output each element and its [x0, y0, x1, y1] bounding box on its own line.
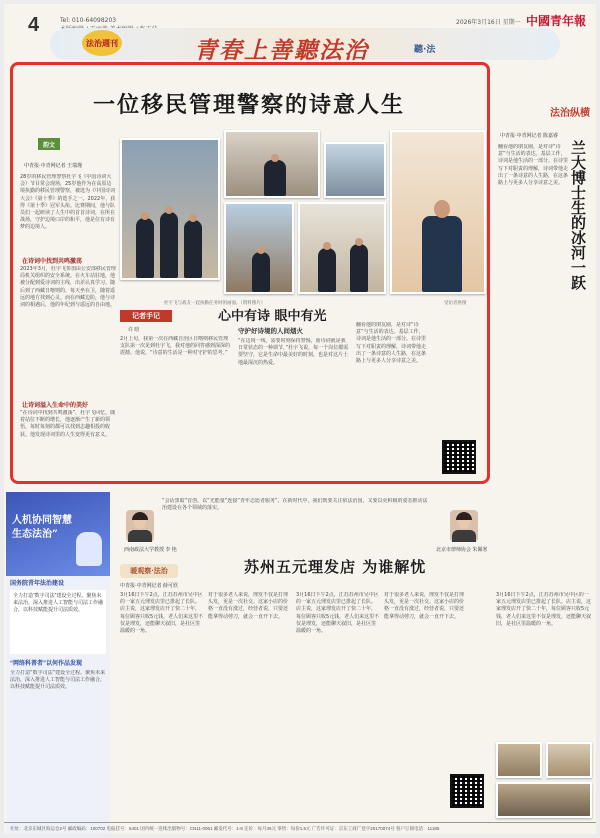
qa-left-name: 西南政法大学教授 李 艳	[124, 547, 177, 553]
portrait-left	[126, 510, 154, 542]
photo-patrol	[120, 138, 220, 280]
portrait-hair	[132, 512, 148, 520]
suzhou-col-5: 3月16日下午2点，江苏苏州市吴中区的一家五元理发店里已排起了长队。店主说，这家理发店开了快二十年，每位顾客只收5元钱，老人们来这里不仅是理发，还能聊天叙旧，是社区里温暖的一角。	[496, 592, 592, 627]
newspaper-logo: 中國青年報	[525, 14, 586, 28]
suzhou-col-2: 对于很多老人来说，理发不仅是打理头发，更是一次社交。这家小店的价格一直没有涨过，经营者说，只要还能拿得动剪刀，就会一直开下去。	[208, 592, 289, 620]
portrait-suit	[452, 530, 476, 542]
right-column-author: 中青报·中青网记者 陈嘉睿	[500, 133, 559, 139]
page-number: 4	[28, 14, 40, 36]
photo-barber	[496, 742, 542, 778]
officer-figure	[160, 212, 178, 278]
photo-border	[224, 202, 294, 294]
qr-code[interactable]	[442, 440, 476, 474]
column-tag: 聽·法	[414, 45, 436, 55]
officer-head	[323, 242, 331, 250]
suzhou-tag: 暖观察·法治	[120, 564, 178, 578]
officer-head	[189, 214, 197, 222]
feature-col-2: 2023年3月，杜宇飞参加由公安部移民管理局机关组织的安全系统。在火车站驻地，他被分配到爱诗词的主线，出差认真学习。随后到了西藏日喀则的，每天坐在卫，随着遥远的地方找到心灵。而在西藏边防，他与诗词的相遇后，他的年纪到与遥远的自由地。	[20, 266, 116, 309]
qa-text: “会话黑暗”首创，以“光能量”连接“青年志愿者服务”。在新时代中，我们既要关注依法治国，又要以更积极的姿态推动法治建设在各个领域的落实。	[162, 498, 428, 512]
officer-figure	[184, 220, 202, 278]
column-mark: 韵文	[38, 138, 60, 150]
ad-block	[6, 492, 110, 834]
officer-figure	[318, 248, 336, 292]
ad-label-2: “网络科普者”以何作品发现	[10, 661, 83, 667]
officer-figure	[136, 218, 154, 278]
photo-sign	[324, 142, 386, 198]
reporter-note-col-1: 2月上旬，我第一次在西藏自治区日喀则移民管理支队第一次见到杜宇飞，我对他的回答感到深深的震撼。他说，“诗意的生活是一种对守护的思考。”	[120, 336, 231, 357]
feature-col-3: “在诗词中找到共鸣激荡”，杜宇飞回忆，随着站位不断的增长，他逐渐产生了新的领悟，每时每刻的都可以找到志趣相投的收获。他发现诗词里的人生变得更有意义。	[20, 410, 116, 438]
qr-code[interactable]	[450, 774, 484, 808]
bottom-photos	[496, 742, 592, 818]
officer-figure	[252, 252, 270, 292]
officer-figure	[422, 216, 462, 292]
officer-figure	[350, 244, 368, 292]
right-column-text: 翻看他的朋友圈，是对诗“诗意”与生活的表达。基层工作，诗词是他生活的一部分。在诗里写下对职责的理解，诗词带他走出了一条诗意的人生路，在这条路上与更多人分享诗意之美。	[498, 144, 568, 187]
photo-caption: 杜宇飞与战友一起执勤任务时的画面。（资料图片）	[164, 300, 266, 305]
officer-head	[434, 200, 450, 218]
suzhou-col-3: 3月16日下午2点，江苏苏州市吴中区的一家五元理发店里已排起了长队。店主说，这家理发店开了快二十年，每位顾客只收5元钱，老人们来这里不仅是理发，还能聊天叙旧，是社区里温暖的一角。	[296, 592, 380, 635]
portrait-hair	[456, 512, 472, 520]
feature-headline: 一位移民管理警察的诗意人生	[92, 92, 405, 118]
photo-portrait	[390, 130, 486, 294]
reporter-note-col-head: 守护好诗境的人间烟火	[238, 327, 303, 335]
page-footer: 社址：北京东城区海运仓2号 邮政编码：100702 电报挂号：5401 国内统一连续出版物号：CN11-0061 邮发代号：1-9 定价：每月45元 零售：每份1.5元 广告许可证：京东工商广登字20170074号 客户订阅电话：11185	[4, 822, 596, 834]
officer-head	[257, 246, 265, 254]
ad-body: 全力打造“数字司法”建设全过程。聚焦未来法治，深入推进人工智能与司法工作融合，以科技赋能提升司法质效。	[10, 670, 106, 691]
robot-icon	[76, 532, 102, 566]
officer-head	[165, 206, 173, 214]
issue-date: 2026年3月16日 星期一	[456, 19, 521, 26]
ad-title: 人机协同智慧生态法治”	[12, 515, 72, 540]
officer-head	[355, 238, 363, 246]
right-column-logo: 法治纵横	[550, 108, 590, 119]
right-column	[496, 64, 592, 484]
masthead	[4, 4, 596, 62]
photo-credit: 受访者供图	[444, 300, 467, 305]
feature-byline: 中青报·中青网记者 王瑞瑾	[24, 163, 83, 169]
feature-col-1: 28岁的移民管理警察杜宇飞《中国诗词大会》节目常会现场，25岁他作为在高原边境执勤的移民管理警察，被选为《中国诗词大会》《第十季》的选手之一。2022年，获得《第十季》冠军头衔。比赛期间，他与队员们一起研读了人生中的首首诗词，在所在战场，守护边境口岸的和平，他是位有诗有梦的边境人。	[20, 174, 116, 231]
photo-collage	[120, 130, 486, 298]
tel-line: Tel: 010-64098203	[60, 17, 117, 24]
reporter-note-title: 心中有诗 眼中有光	[218, 309, 327, 324]
suzhou-title: 苏州五元理发店 为谁解忧	[244, 558, 427, 576]
suzhou-col-1: 3月16日下午2点，江苏苏州市吴中区的一家五元理发店里已排起了长队。店主说，这家理发店开了快二十年，每位顾客只收5元钱，老人们来这里不仅是理发，还能聊天叙旧，是社区里温暖的一角。	[120, 592, 204, 635]
suzhou-col-4: 对于很多老人来说，理发不仅是打理头发，更是一次社交。这家小店的价格一直没有涨过，经营者说，只要还能拿得动剪刀，就会一直开下去。	[384, 592, 465, 620]
reporter-note-col-2: “在边境一线，需要时刻保持警惕，而诗词就是我日常状态的一种调节，”杜宇飞说，每一个岗位都需要坚守，它是生命中最美好的时刻，也是对这片土地最深沉的热爱。	[238, 338, 349, 366]
feature-subhead-2: 让诗词溢入生命中的美好	[22, 402, 89, 409]
officer-figure	[264, 160, 286, 196]
photo-customers	[496, 782, 592, 818]
reporter-note-author: 许 晗	[128, 327, 140, 333]
ad-list: 全力打造“数字司法”建设全过程。聚焦未来法治，深入推进人工智能与司法工作融合，以科技赋能提升司法质效。	[10, 590, 106, 654]
feature-subhead-1: 在诗词中找到共鸣激荡	[22, 258, 83, 265]
portrait-right	[450, 510, 478, 542]
officer-head	[141, 212, 149, 220]
portrait-suit	[128, 530, 152, 542]
right-column-title: 兰大博士生的冰河一跃	[569, 140, 587, 290]
officer-head	[271, 154, 279, 162]
ad-label-1: 国务院青年法治建设	[10, 581, 65, 587]
newspaper-page	[4, 4, 596, 834]
reporter-note-tag: 记者手记	[120, 310, 172, 322]
reporter-note-col-3: 翻看他的朋友圈，是对诗“诗意”与生活的表达。基层工作，诗词是他生活的一部分。在诗里写下对职责的理解，诗词带他走出了一条诗意的人生路，在这条路上与更多人分享诗意之美。	[356, 322, 427, 365]
column-title: 青春上善聽法治	[194, 37, 369, 64]
photo-shop	[546, 742, 592, 778]
photo-team	[298, 202, 386, 294]
photo-reading	[224, 130, 320, 198]
column-badge: 法治週刊	[82, 30, 122, 56]
qa-right-name: 北京市律师协会 朱佩寒	[436, 547, 488, 553]
suzhou-author: 中青报·中青网记者 薛可欣	[120, 583, 179, 589]
